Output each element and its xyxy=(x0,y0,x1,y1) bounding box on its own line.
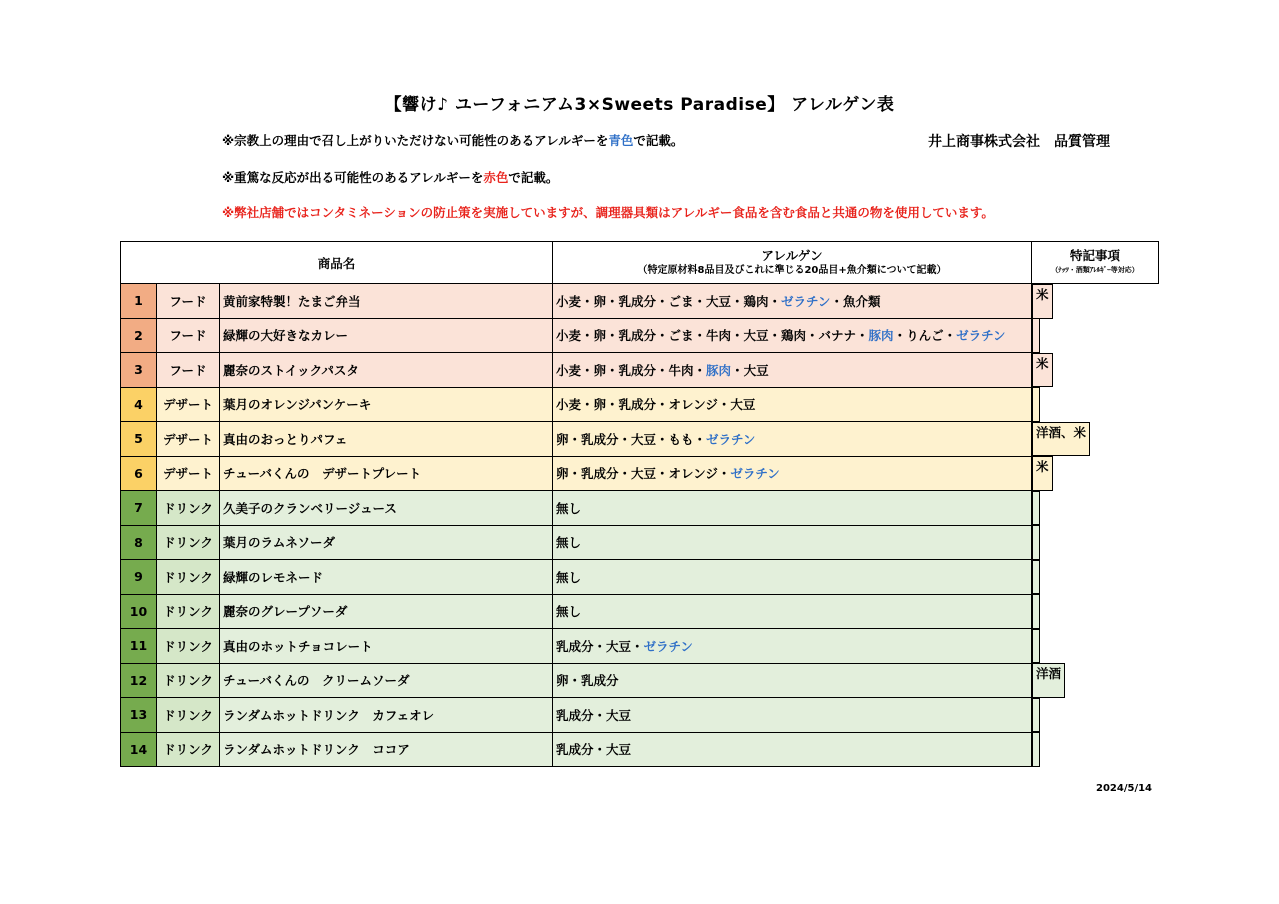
row-special-note xyxy=(1032,491,1040,526)
religion-color-label: 青色 xyxy=(608,133,634,148)
allergen-text: 小麦・卵・乳成分・オレンジ・大豆 xyxy=(556,397,756,413)
row-special-note xyxy=(1032,732,1040,767)
row-number: 3 xyxy=(121,353,157,388)
allergen-religion-item: 豚肉 xyxy=(706,362,732,378)
row-special-note xyxy=(1032,594,1040,629)
row-product-name: 葉月のラムネソーダ xyxy=(220,525,553,560)
row-product-name: 麗奈のストイックパスタ xyxy=(220,353,553,388)
document-date: 2024/5/14 xyxy=(1096,783,1153,794)
row-number: 10 xyxy=(121,594,157,629)
row-allergens xyxy=(553,560,1032,595)
table-row xyxy=(121,422,1159,457)
row-number: 7 xyxy=(121,491,157,526)
row-special-note: 米 xyxy=(1032,353,1053,388)
row-special-note: 洋酒、米 xyxy=(1032,422,1090,457)
religion-note-text: ※宗教上の理由で召し上がりいただけない可能性のあるアレルギーを xyxy=(222,133,609,148)
contamination-note: ※弊社店舗ではコンタミネーションの防止策を実施していますが、調理器具類はアレルギー食品を含む食品と共通の物を使用しています。 xyxy=(222,205,994,220)
row-product-name: 麗奈のグレープソーダ xyxy=(220,594,553,629)
table-header-row xyxy=(121,242,1159,284)
row-special-note: 米 xyxy=(1032,456,1053,491)
row-category: フード xyxy=(157,284,220,319)
row-allergens xyxy=(553,491,1032,526)
severe-note-text: ※重篤な反応が出る可能性のあるアレルギーを xyxy=(222,170,484,185)
allergen-text: 小麦・卵・乳成分・牛肉・ xyxy=(556,362,707,378)
table-row xyxy=(121,284,1159,319)
table-row xyxy=(121,698,1159,733)
row-special-note xyxy=(1032,525,1040,560)
row-product-name: 緑輝のレモネード xyxy=(220,560,553,595)
allergen-text: 乳成分・大豆・ xyxy=(556,638,644,654)
allergen-text: 卵・乳成分・大豆・オレンジ・ xyxy=(556,466,731,482)
row-allergens xyxy=(553,732,1032,767)
row-product-name: ランダムホットドリンク カフェオレ xyxy=(220,698,553,733)
row-product-name: 真由のホットチョコレート xyxy=(220,629,553,664)
row-product-name: チューバくんの クリームソーダ xyxy=(220,663,553,698)
row-category: フード xyxy=(157,353,220,388)
header-note-subtitle: （ﾅｯﾂ・酒類ｱﾚﾙｷﾞｰ等対応） xyxy=(1051,265,1139,274)
row-allergens xyxy=(553,525,1032,560)
row-special-note: 洋酒 xyxy=(1032,663,1065,698)
header-allergen-title: アレルゲン xyxy=(761,247,823,263)
row-allergens xyxy=(553,422,1032,457)
row-number: 5 xyxy=(121,422,157,457)
row-category: ドリンク xyxy=(157,732,220,767)
row-allergens xyxy=(553,284,1032,319)
severe-note xyxy=(222,168,558,186)
row-allergens xyxy=(553,698,1032,733)
row-category: フード xyxy=(157,318,220,353)
table-row xyxy=(121,594,1159,629)
allergen-text: 乳成分・大豆 xyxy=(556,707,632,723)
row-category: ドリンク xyxy=(157,594,220,629)
row-category: ドリンク xyxy=(157,698,220,733)
row-number: 9 xyxy=(121,560,157,595)
row-product-name: チューバくんの デザートプレート xyxy=(220,456,553,491)
row-category: デザート xyxy=(157,422,220,457)
row-allergens xyxy=(553,318,1032,353)
row-category: ドリンク xyxy=(157,560,220,595)
allergen-text: 卵・乳成分 xyxy=(556,673,619,689)
row-number: 6 xyxy=(121,456,157,491)
row-special-note xyxy=(1032,318,1040,353)
row-number: 1 xyxy=(121,284,157,319)
row-allergens xyxy=(553,353,1032,388)
row-allergens xyxy=(553,387,1032,422)
row-special-note xyxy=(1032,698,1040,733)
row-allergens xyxy=(553,594,1032,629)
header-product-name: 商品名 xyxy=(121,242,553,284)
severe-note-suffix: で記載。 xyxy=(508,170,559,185)
row-product-name: 真由のおっとりパフェ xyxy=(220,422,553,457)
row-product-name: 黄前家特製！たまご弁当 xyxy=(220,284,553,319)
row-category: デザート xyxy=(157,387,220,422)
row-product-name: 緑輝の大好きなカレー xyxy=(220,318,553,353)
document-title: 【響け♪ ユーフォニアム3×Sweets Paradise】 アレルゲン表 xyxy=(384,95,895,115)
allergen-table xyxy=(120,241,1159,767)
allergen-text: ・魚介類 xyxy=(830,293,881,309)
allergen-religion-item: ゼラチン xyxy=(706,431,756,447)
row-number: 8 xyxy=(121,525,157,560)
allergen-text: 乳成分・大豆 xyxy=(556,742,632,758)
row-allergens xyxy=(553,456,1032,491)
row-allergens xyxy=(553,629,1032,664)
religion-note-suffix: で記載。 xyxy=(633,133,684,148)
header-allergen-subtitle: （特定原材料8品目及びこれに準じる20品目+魚介類について記載） xyxy=(637,264,947,276)
table-row xyxy=(121,353,1159,388)
row-allergens xyxy=(553,663,1032,698)
row-special-note xyxy=(1032,387,1040,422)
table-row xyxy=(121,525,1159,560)
table-row xyxy=(121,387,1159,422)
table-row xyxy=(121,318,1159,353)
row-special-note: 米 xyxy=(1032,284,1053,319)
row-category: デザート xyxy=(157,456,220,491)
header-special-note xyxy=(1032,242,1159,284)
row-number: 11 xyxy=(121,629,157,664)
row-category: ドリンク xyxy=(157,491,220,526)
severe-color-label: 赤色 xyxy=(483,170,509,185)
row-product-name: 久美子のクランベリージュース xyxy=(220,491,553,526)
table-row xyxy=(121,629,1159,664)
allergen-text: 小麦・卵・乳成分・ごま・大豆・鶏肉・ xyxy=(556,293,782,309)
allergen-text: 無し xyxy=(556,500,582,516)
allergen-text: 小麦・卵・乳成分・ごま・牛肉・大豆・鶏肉・バナナ・ xyxy=(556,328,869,344)
allergen-text: ・大豆 xyxy=(731,362,769,378)
row-special-note xyxy=(1032,560,1040,595)
header-note-title: 特記事項 xyxy=(1070,247,1121,263)
row-number: 2 xyxy=(121,318,157,353)
table-row xyxy=(121,560,1159,595)
table-row xyxy=(121,732,1159,767)
row-number: 12 xyxy=(121,663,157,698)
religion-note xyxy=(222,131,683,149)
table-row xyxy=(121,663,1159,698)
allergen-religion-item: ゼラチン xyxy=(643,638,693,654)
row-category: ドリンク xyxy=(157,663,220,698)
allergen-religion-item: ゼラチン xyxy=(781,293,831,309)
allergen-religion-item: ゼラチン xyxy=(730,466,780,482)
row-number: 4 xyxy=(121,387,157,422)
company-name: 井上商事株式会社 品質管理 xyxy=(928,134,1110,150)
allergen-text: 無し xyxy=(556,604,582,620)
header-allergen xyxy=(553,242,1032,284)
table-row xyxy=(121,456,1159,491)
allergen-text: 無し xyxy=(556,535,582,551)
allergen-text: 卵・乳成分・大豆・もも・ xyxy=(556,431,707,447)
row-category: ドリンク xyxy=(157,525,220,560)
row-number: 14 xyxy=(121,732,157,767)
row-category: ドリンク xyxy=(157,629,220,664)
allergen-religion-item: 豚肉 xyxy=(868,328,894,344)
row-special-note xyxy=(1032,629,1040,664)
table-row xyxy=(121,491,1159,526)
allergen-text: 無し xyxy=(556,569,582,585)
row-product-name: 葉月のオレンジパンケーキ xyxy=(220,387,553,422)
row-product-name: ランダムホットドリンク ココア xyxy=(220,732,553,767)
allergen-text: ・りんご・ xyxy=(893,328,957,344)
allergen-religion-item: ゼラチン xyxy=(956,328,1006,344)
row-number: 13 xyxy=(121,698,157,733)
